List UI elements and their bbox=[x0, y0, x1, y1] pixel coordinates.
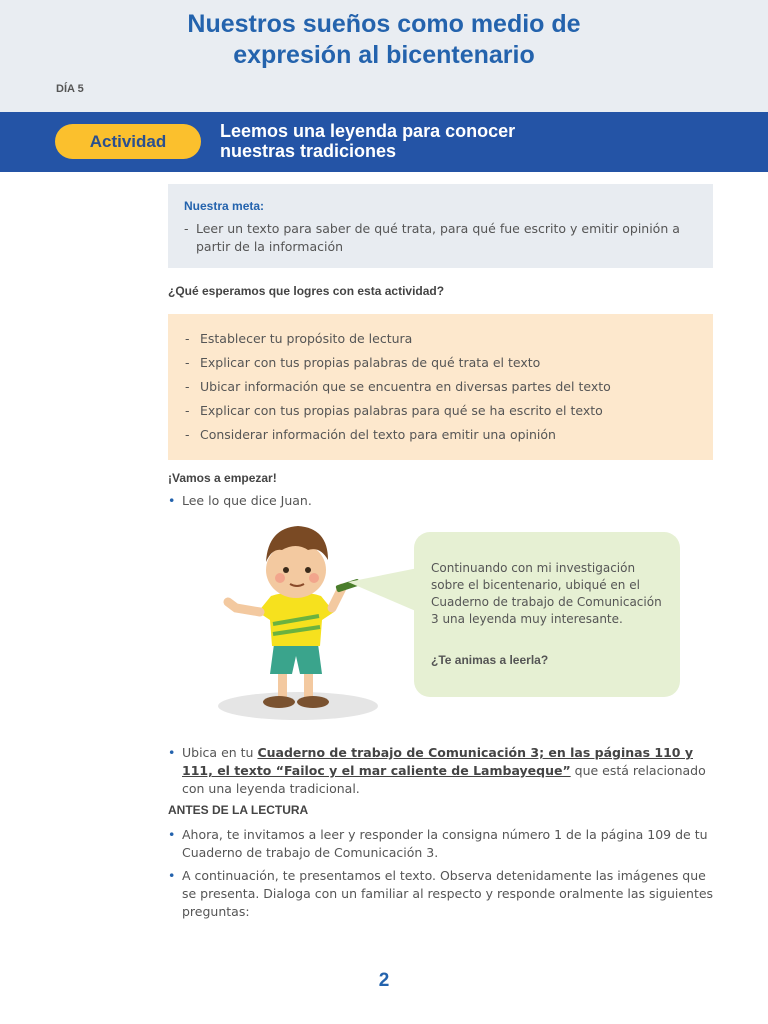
list-item: - Explicar con tus propias palabras de qué trata el texto bbox=[185, 355, 541, 370]
list-item: - Considerar información del texto para emitir una opinión bbox=[185, 427, 556, 442]
expectations-list bbox=[168, 314, 713, 447]
page-title bbox=[0, 9, 768, 71]
start-heading: ¡Vamos a empezar! bbox=[168, 471, 277, 485]
intro-bullet bbox=[168, 492, 716, 510]
activity-title-line-2: nuestras tradiciones bbox=[220, 141, 397, 161]
header bbox=[0, 0, 768, 112]
expectations-box bbox=[168, 314, 713, 460]
bullet-dot: • bbox=[168, 745, 176, 760]
expectations-question: ¿Qué esperamos que logres con esta actividad? bbox=[168, 284, 445, 298]
list-item: - Explicar con tus propias palabras para qué se ha escrito el texto bbox=[185, 403, 603, 418]
list-item: - Ubicar información que se encuentra en diversas partes del texto bbox=[185, 379, 611, 394]
locate-bullet bbox=[168, 744, 716, 798]
page-number: 2 bbox=[378, 970, 390, 991]
bullet-dot: • bbox=[168, 827, 176, 842]
intro-text: Lee lo que dice Juan. bbox=[182, 493, 312, 508]
title-line-2: expresión al bicentenario bbox=[233, 41, 535, 69]
goal-dash: - bbox=[184, 221, 189, 236]
day-label: DÍA 5 bbox=[56, 83, 84, 95]
before-item-2-text: A continuación, te presentamos el texto. Observa detenidamente las imágenes que se presenta. Dialoga con un familiar al respecto y responde oralmente las siguientes preguntas: bbox=[182, 868, 714, 919]
title-line-1: Nuestros sueños como medio de bbox=[187, 10, 581, 38]
locate-text: Ubica en tu Cuaderno de trabajo de Comunicación 3; en las páginas 110 y 111, el texto “Failoc y el mar caliente de Lambayeque” que está relacionado con una leyenda tradicional. bbox=[182, 745, 706, 796]
activity-pill: Actividad bbox=[55, 124, 201, 159]
before-item-1-text: Ahora, te invitamos a leer y responder la consigna número 1 de la página 109 de tu Cuaderno de trabajo de Comunicación 3. bbox=[182, 827, 708, 860]
speech-bubble bbox=[414, 532, 680, 697]
bullet-dot: • bbox=[168, 493, 176, 508]
goal-sentence: Leer un texto para saber de qué trata, para qué fue escrito y emitir opinión a partir de la información bbox=[196, 221, 680, 254]
list-item: - Establecer tu propósito de lectura bbox=[185, 331, 413, 346]
goal-label: Nuestra meta: bbox=[184, 199, 265, 213]
before-item-1 bbox=[168, 826, 716, 862]
bubble-question: ¿Te animas a leerla? bbox=[431, 653, 549, 667]
before-reading-heading: ANTES DE LA LECTURA bbox=[168, 803, 309, 817]
bubble-text: Continuando con mi investigación sobre el bicentenario, ubiqué en el Cuaderno de trabajo de Comunicación 3 una leyenda muy interesante. bbox=[431, 561, 662, 626]
activity-title bbox=[220, 121, 640, 161]
bullet-dot: • bbox=[168, 868, 176, 883]
boy-illustration bbox=[216, 516, 386, 726]
workbook-reference: Cuaderno de trabajo de Comunicación 3; en las páginas 110 y 111, el texto “Failoc y el mar caliente de Lambayeque” bbox=[182, 745, 693, 778]
before-item-2 bbox=[168, 867, 716, 921]
goal-text bbox=[184, 220, 699, 256]
goal-box bbox=[168, 184, 713, 268]
activity-title-line-1: Leemos una leyenda para conocer bbox=[220, 121, 516, 141]
